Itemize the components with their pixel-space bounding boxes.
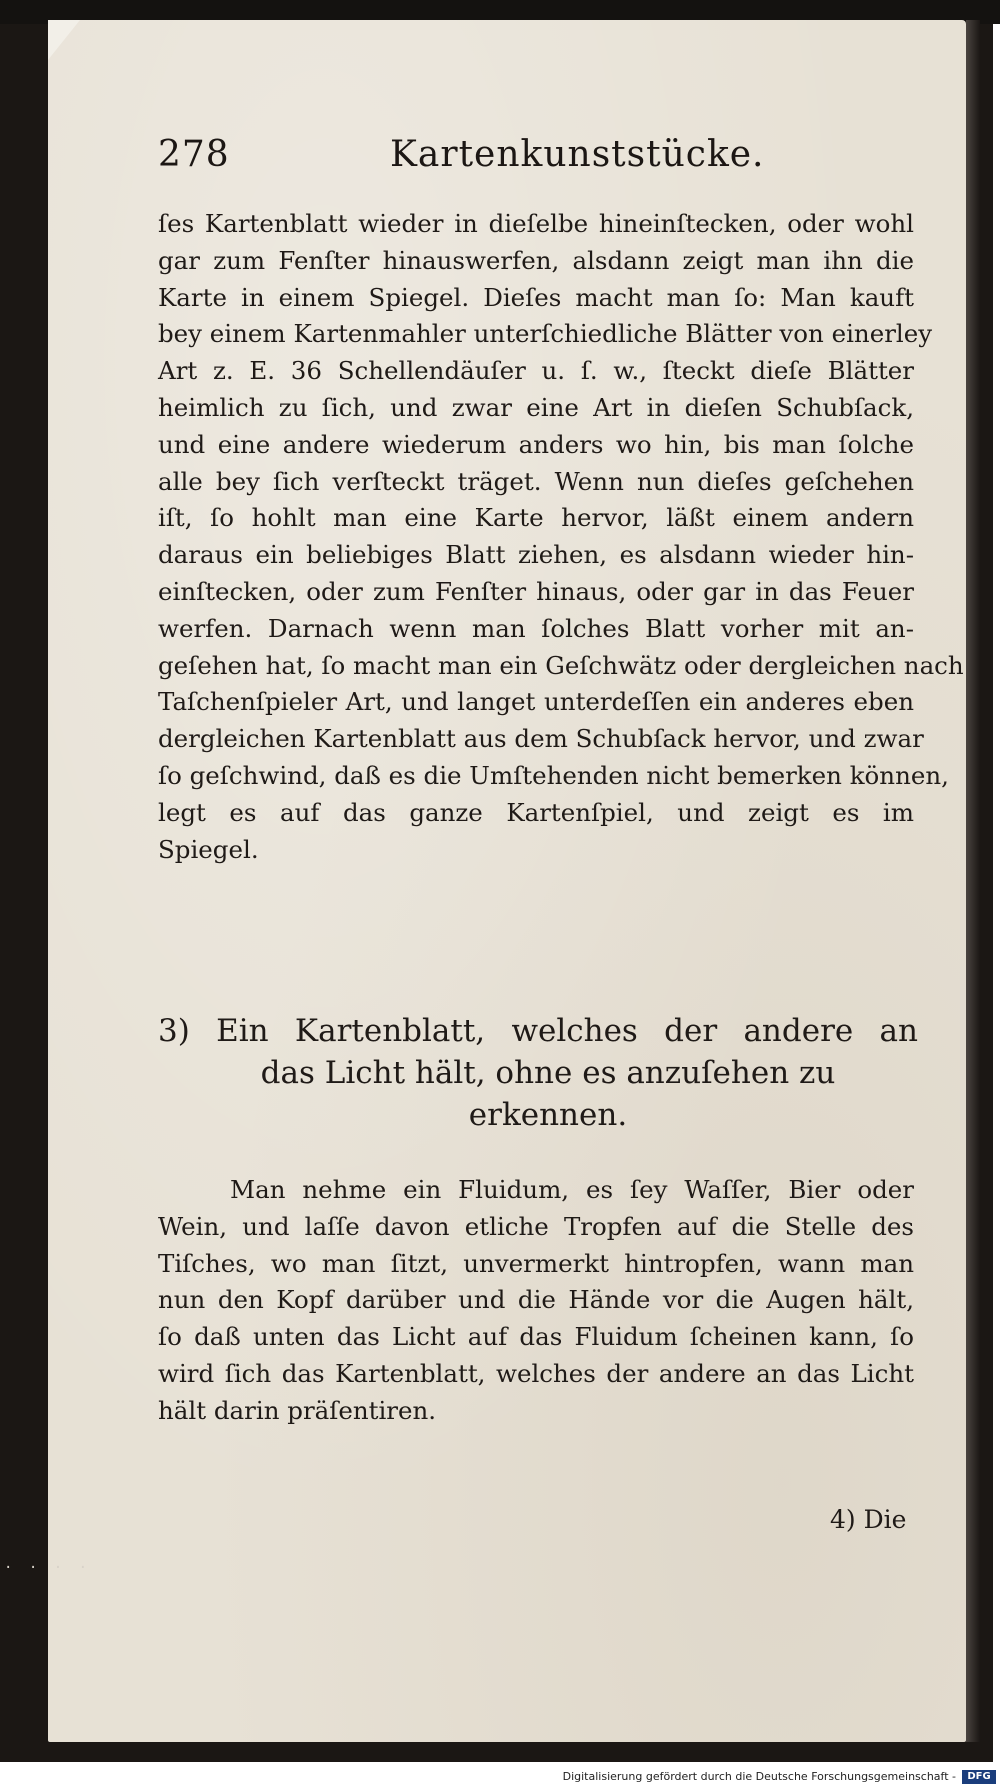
running-title: Kartenkunststücke.: [390, 134, 765, 175]
page-header: [158, 130, 918, 190]
text-line: Spiegel.: [158, 834, 259, 864]
paragraph-2: [158, 1172, 914, 1430]
text-line: ſo geſchwind, daß es die Umſtehenden nicht bemerken können,: [158, 760, 949, 790]
dfg-logo: DFG: [962, 1770, 996, 1784]
text-line: werfen. Darnach wenn man ſolches Blatt vorher mit an-: [158, 613, 914, 643]
text-line: Karte in einem Spiegel. Dieſes macht man ſo: Man kauft: [158, 282, 914, 312]
text-line: Man nehme ein Fluidum, es ſey Waſſer, Bier oder: [230, 1175, 914, 1204]
section-heading: [158, 1010, 918, 1136]
scan-margin-marks: · · · ·: [4, 1560, 92, 1576]
text-line: Wein, und laſſe davon etliche Tropfen auf die Stelle des: [158, 1211, 914, 1241]
text-line: Taſchenſpieler Art, und langet unterdeſſen ein anderes eben: [158, 687, 914, 717]
digitization-credit: Digitalisierung gefördert durch die Deutsche Forschungsgemeinschaft -: [562, 1770, 956, 1783]
paragraph-1: [158, 206, 964, 868]
text-line: ſes Kartenblatt wieder in dieſelbe hineinſtecken, oder wohl: [158, 209, 914, 238]
text-line: einſtecken, oder zum Fenſter hinaus, oder gar in das Feuer: [158, 576, 914, 606]
heading-line: das Licht hält, ohne es anzuſehen zu: [260, 1055, 836, 1091]
text-line: daraus ein beliebiges Blatt ziehen, es alsdann wieder hin-: [158, 540, 914, 570]
text-line: geſehen hat, ſo macht man ein Geſchwätz oder dergleichen nach: [158, 650, 964, 680]
page-corner-fold: [48, 20, 80, 60]
text-line: bey einem Kartenmahler unterſchiedliche Blätter von einerley: [158, 319, 933, 349]
page-number: 278: [158, 134, 230, 175]
text-line: heimlich zu ſich, und zwar eine Art in dieſen Schubſack,: [158, 392, 914, 422]
text-line: wird ſich das Kartenblatt, welches der andere an das Licht: [158, 1358, 914, 1388]
heading-line: 3) Ein Kartenblatt, welches der andere an: [158, 1013, 918, 1049]
text-line: Art z. E. 36 Schellendäuſer u. ſ. w., ſteckt dieſe Blätter: [158, 356, 914, 386]
text-line: und eine andere wiederum anders wo hin, bis man ſolche: [158, 429, 914, 459]
text-line: nun den Kopf darüber und die Hände vor die Augen hält,: [158, 1285, 914, 1315]
page-edge-shadow: [966, 20, 980, 1742]
text-line: dergleichen Kartenblatt aus dem Schubſack hervor, und zwar: [158, 724, 924, 754]
text-line: gar zum Fenſter hinauswerfen, alsdann zeigt man ihn die: [158, 245, 914, 275]
text-line: alle bey ſich verſteckt träget. Wenn nun dieſes geſchehen: [158, 466, 914, 496]
catchword: 4) Die: [830, 1505, 907, 1534]
text-line: ſo daß unten das Licht auf das Fluidum ſcheinen kann, ſo: [158, 1322, 914, 1352]
text-line: legt es auf das ganze Kartenſpiel, und zeigt es im: [158, 797, 914, 827]
text-line: Tiſches, wo man ſitzt, unvermerkt hintropfen, wann man: [158, 1248, 914, 1278]
text-line: iſt, ſo hohlt man eine Karte hervor, läßt einem andern: [158, 503, 914, 533]
heading-line: erkennen.: [468, 1097, 628, 1133]
text-line: hält darin präſentiren.: [158, 1395, 437, 1425]
